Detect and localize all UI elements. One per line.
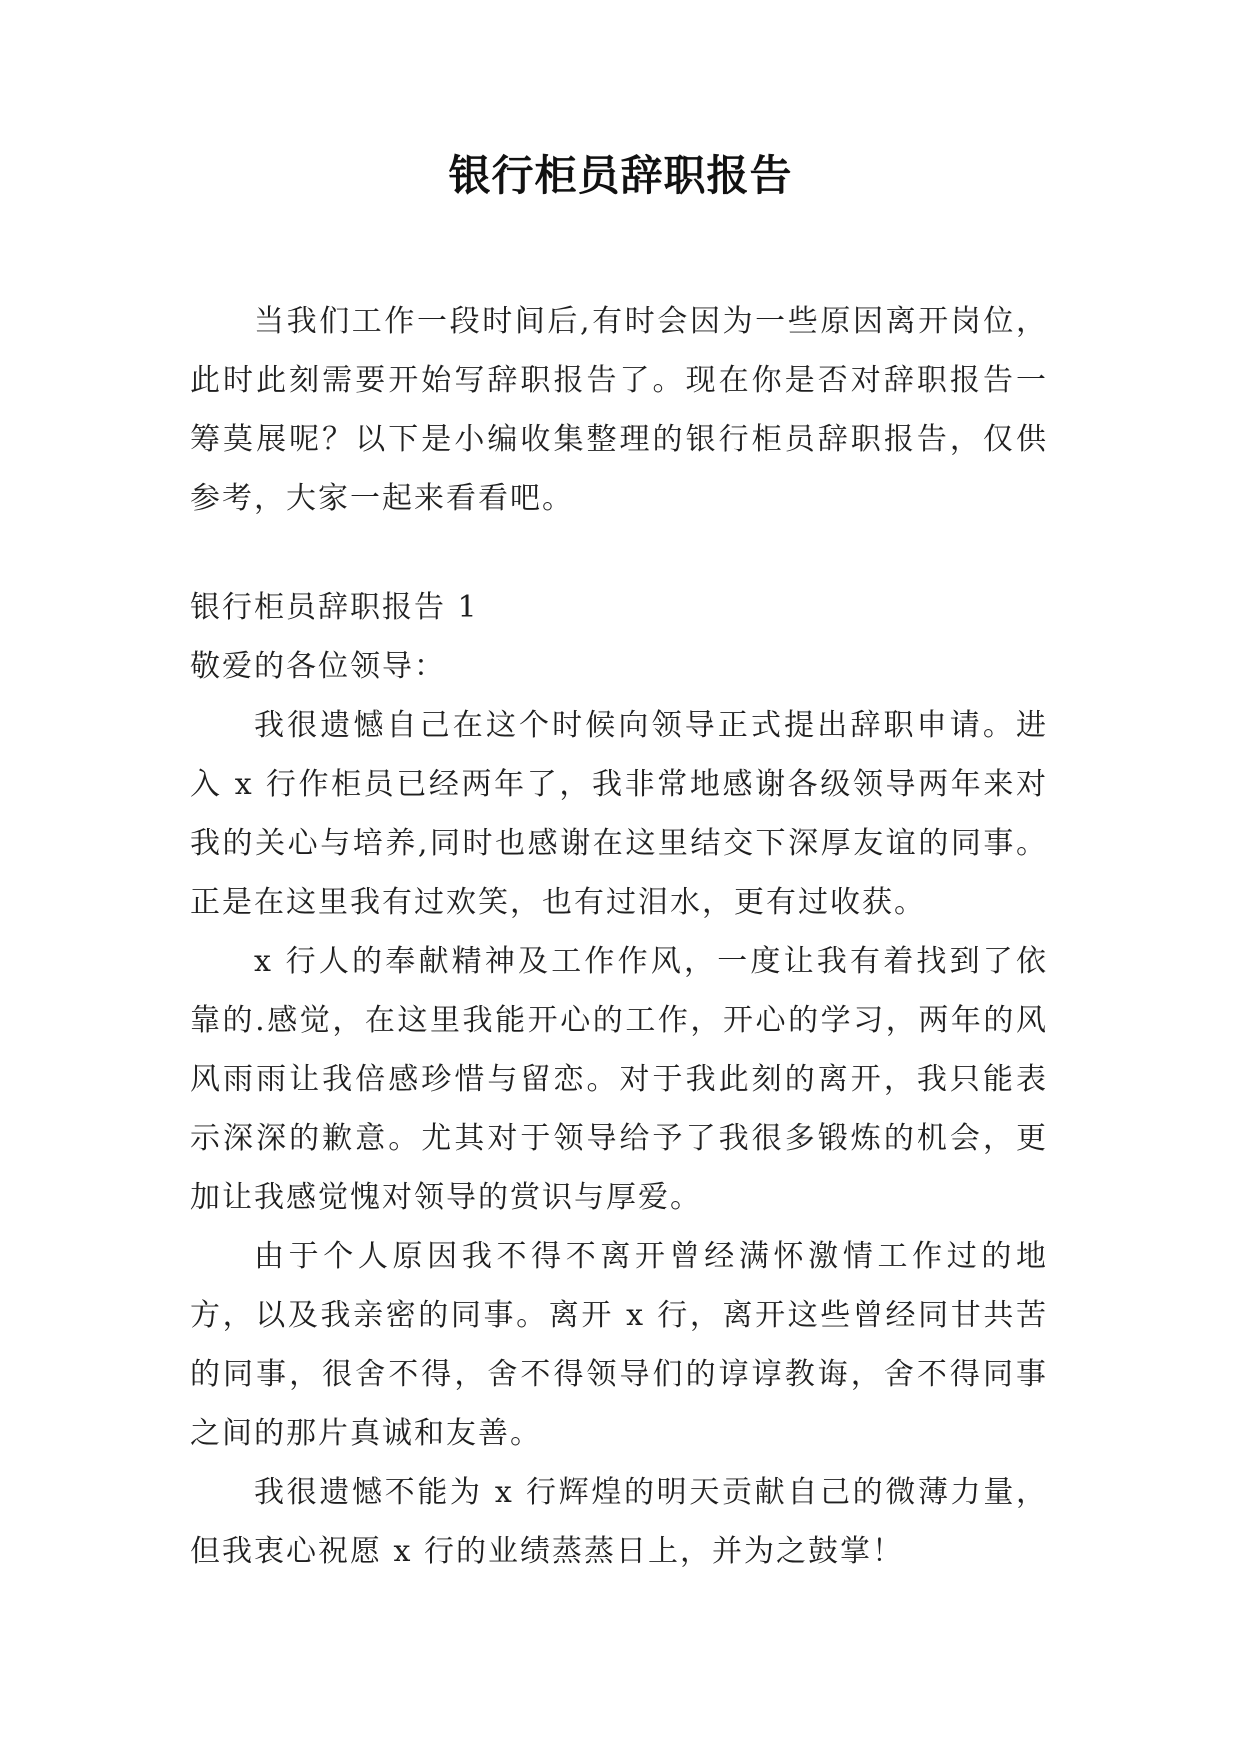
intro-paragraph: 当我们工作一段时间后,有时会因为一些原因离开岗位，此时此刻需要开始写辞职报告了。现在你是否对辞职报告一筹莫展呢？以下是小编收集整理的银行柜员辞职报告，仅供参考，大家一起来看看吧。 [190, 304, 1048, 516]
letter-paragraph: 我很遗憾不能为 x 行辉煌的明天贡献自己的微薄力量，但我衷心祝愿 x 行的业绩蒸蒸日上，并为之鼓掌！ [190, 1475, 1048, 1569]
section-heading: 银行柜员辞职报告 1 [190, 590, 479, 625]
letter-paragraph: 我很遗憾自己在这个时候向领导正式提出辞职申请。进入 x 行作柜员已经两年了，我非常地感谢各级领导两年来对我的关心与培养,同时也感谢在这里结交下深厚友谊的同事。正是在这里我有过欢笑，也有过泪水，更有过收获。 [190, 708, 1048, 920]
document-title: 银行柜员辞职报告 [448, 151, 793, 200]
salutation: 敬爱的各位领导： [190, 649, 446, 684]
letter-body [190, 578, 1048, 1581]
letter-paragraph: 由于个人原因我不得不离开曾经满怀激情工作过的地方，以及我亲密的同事。离开 x 行，离开这些曾经同甘共苦的同事，很舍不得，舍不得领导们的谆谆教诲，舍不得同事之间的那片真诚和友善。 [190, 1239, 1048, 1451]
letter-paragraph: x 行人的奉献精神及工作作风，一度让我有着找到了依靠的.感觉，在这里我能开心的工作，开心的学习，两年的风风雨雨让我倍感珍惜与留恋。对于我此刻的离开，我只能表示深深的歉意。尤其对于领导给予了我很多锻炼的机会，更加让我感觉愧对领导的赏识与厚爱。 [190, 944, 1048, 1215]
